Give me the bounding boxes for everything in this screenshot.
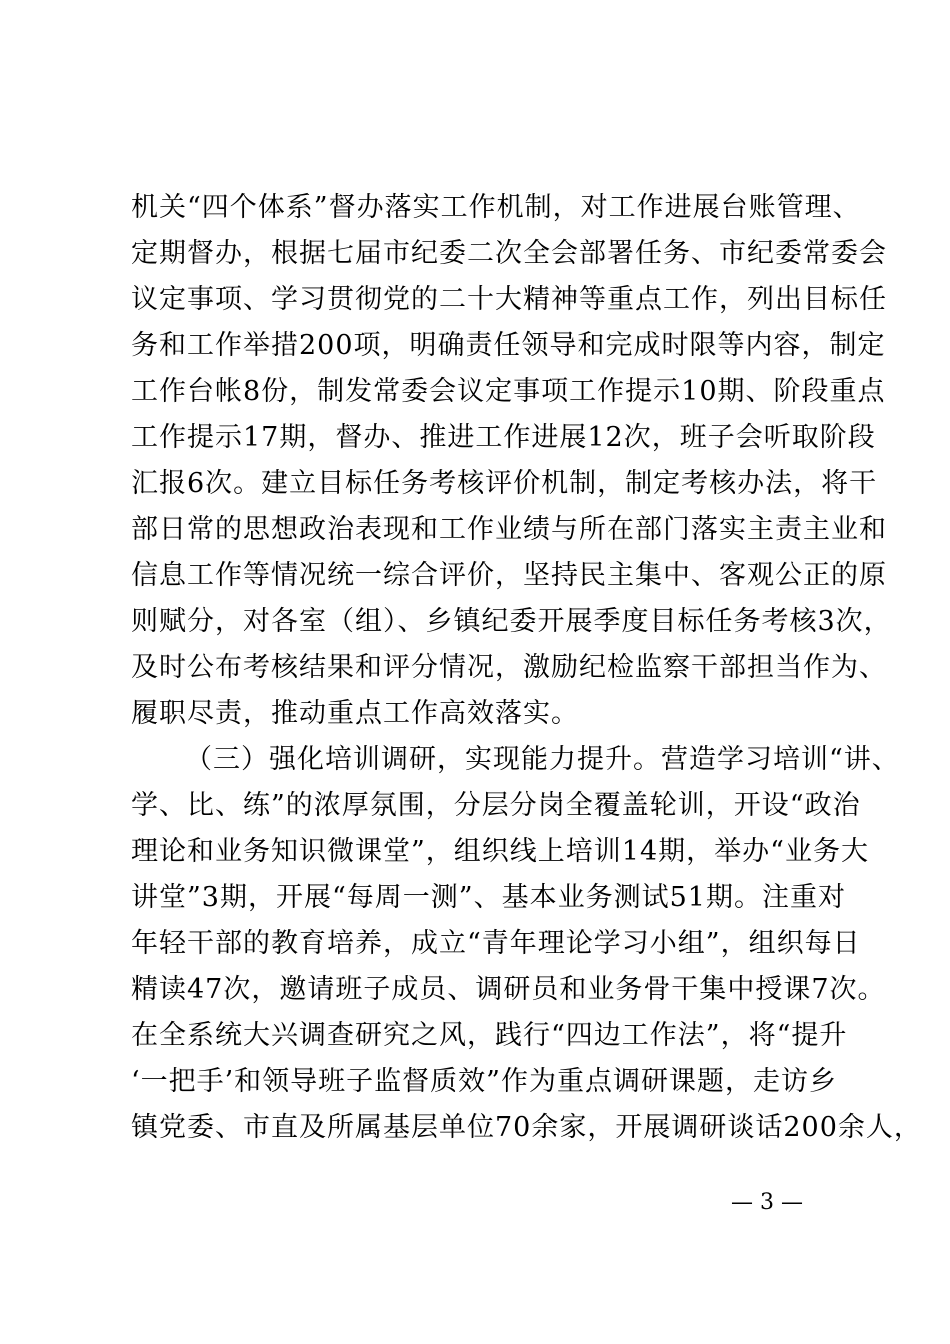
paragraph-1-line-5: 工作台帐8份，制发常委会议定事项工作提示10期、阶段重点 (131, 376, 886, 407)
paragraph-1-line-3: 议定事项、学习贯彻党的二十大精神等重点工作，列出目标任 (131, 284, 887, 315)
paragraph-1-line-2: 定期督办，根据七届市纪委二次全会部署任务、市纪委常委会 (131, 238, 887, 269)
paragraph-1-line-7: 汇报6次。建立目标任务考核评价机制，制定考核办法，将干 (131, 468, 878, 499)
paragraph-2-line-9: 镇党委、市直及所属基层单位70余家，开展调研谈话200余人， (131, 1112, 922, 1143)
paragraph-2-line-7: 在全系统大兴调查研究之风，践行“四边工作法”，将“提升 (131, 1020, 848, 1051)
page-number: — 3 — (731, 1190, 803, 1215)
paragraph-1-line-8: 部日常的思想政治表现和工作业绩与所在部门落实主责主业和 (131, 514, 887, 545)
paragraph-2-line-2: 学、比、练”的浓厚氛围，分层分岗全覆盖轮训，开设“政治 (131, 790, 861, 821)
paragraph-1-line-6: 工作提示17期，督办、推进工作进展12次，班子会听取阶段 (131, 422, 876, 453)
paragraph-2-line-6: 精读47次，邀请班子成员、调研员和业务骨干集中授课7次。 (131, 974, 886, 1005)
paragraph-2-line-3: 理论和业务知识微课堂”，组织线上培训14期，举办“业务大 (131, 836, 869, 867)
paragraph-1-line-11: 及时公布考核结果和评分情况，激励纪检监察干部担当作为、 (131, 652, 887, 683)
paragraph-1-line-4: 务和工作举措200项，明确责任领导和完成时限等内容，制定 (131, 330, 886, 361)
paragraph-1-line-1: 机关“四个体系”督办落实工作机制，对工作进展台账管理、 (131, 192, 861, 223)
paragraph-1-line-9: 信息工作等情况统一综合评价，坚持民主集中、客观公正的原 (131, 560, 887, 591)
paragraph-2-line-1: （三）强化培训调研，实现能力提升。营造学习培训“讲、 (185, 744, 900, 775)
paragraph-1-line-10: 则赋分，对各室（组）、乡镇纪委开展季度目标任务考核3次， (131, 606, 892, 637)
paragraph-1-line-12: 履职尽责，推动重点工作高效落实。 (131, 698, 579, 729)
paragraph-2-line-5: 年轻干部的教育培养，成立“青年理论学习小组”，组织每日 (131, 928, 861, 959)
paragraph-2-line-8: ‘一把手’和领导班子监督质效”作为重点调研课题，走访乡 (131, 1066, 837, 1097)
paragraph-2-line-4: 讲堂”3期，开展“每周一测”、基本业务测试51期。注重对 (131, 882, 846, 913)
